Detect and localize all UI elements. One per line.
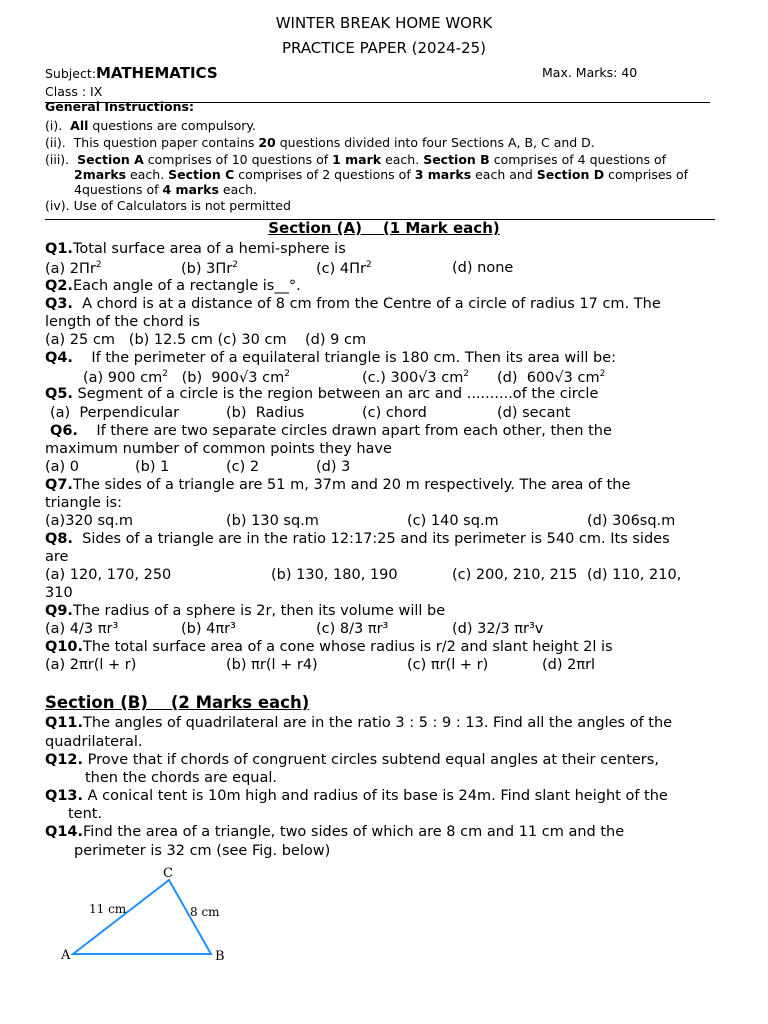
question-14 bbox=[45, 824, 624, 840]
instruction-bold: 20 bbox=[258, 135, 276, 150]
question-text: The total surface area of a cone whose radius is r/2 and slant height 2l is bbox=[83, 639, 613, 655]
question-text: The sides of a triangle are 51 m, 37m and 20 m respectively. The area of the bbox=[72, 477, 631, 493]
question-text: A chord is at a distance of 8 cm from the Centre of a circle of radius 17 cm. The bbox=[72, 296, 661, 312]
q5-option-b: (b) Radius bbox=[226, 405, 305, 421]
section-a-title: Section (A) (1 Mark each) bbox=[268, 219, 500, 237]
question-number: Q5. bbox=[45, 386, 73, 402]
instruction-text: questions divided into four Sections A, B, C and D. bbox=[275, 135, 595, 150]
instructions-heading: General Instructions: bbox=[45, 99, 194, 114]
instruction-text: each and bbox=[471, 167, 537, 182]
instruction-3-line3 bbox=[74, 182, 257, 197]
question-text: Total surface area of a hemi-sphere is bbox=[72, 241, 346, 257]
question-number: Q11. bbox=[45, 715, 84, 731]
question-14-cont: perimeter is 32 cm (see Fig. below) bbox=[74, 843, 331, 859]
question-8 bbox=[45, 531, 670, 547]
instruction-3-line2 bbox=[74, 167, 688, 182]
q4-option-c bbox=[362, 369, 469, 386]
question-3-cont: length of the chord is bbox=[45, 314, 200, 330]
instruction-text: This question paper contains bbox=[73, 135, 259, 150]
exponent: 2 bbox=[599, 369, 606, 379]
question-7-cont: triangle is: bbox=[45, 495, 122, 511]
question-number: Q8. bbox=[45, 531, 73, 547]
question-4 bbox=[45, 350, 616, 366]
subject-line bbox=[45, 63, 218, 82]
q6-option-b: (b) 1 bbox=[135, 459, 170, 475]
instruction-text: comprises of 2 questions of bbox=[234, 167, 415, 182]
q7-option-d: (d) 306sq.m bbox=[587, 513, 676, 529]
q10-option-b: (b) πr(l + r4) bbox=[226, 657, 318, 673]
vertex-c-label: C bbox=[163, 866, 173, 881]
q1-option-a bbox=[45, 260, 102, 277]
instruction-bold: 2marks bbox=[74, 167, 127, 182]
instruction-text: each. bbox=[126, 167, 169, 182]
instruction-3-line1 bbox=[45, 152, 666, 167]
q8-option-b: (b) 130, 180, 190 bbox=[271, 567, 398, 583]
question-12-cont: then the chords are equal. bbox=[85, 770, 278, 786]
instruction-bold: 4 marks bbox=[162, 182, 219, 197]
option-text: (c.) 300√3 cm bbox=[362, 369, 464, 386]
question-3 bbox=[45, 296, 661, 312]
instruction-2 bbox=[45, 135, 595, 150]
question-text: If there are two separate circles drawn apart from each other, then the bbox=[77, 423, 612, 439]
side-ac-label: 11 cm bbox=[89, 902, 127, 916]
exponent: 2 bbox=[463, 369, 470, 379]
question-11 bbox=[45, 715, 672, 731]
question-10 bbox=[45, 639, 613, 655]
instruction-text: comprises of bbox=[604, 167, 689, 182]
instruction-num: (ii). bbox=[45, 135, 66, 150]
question-13-cont: tent. bbox=[68, 806, 103, 822]
q8-option-a: (a) 120, 170, 250 bbox=[45, 567, 172, 583]
question-text: Sides of a triangle are in the ratio 12:17:25 and its perimeter is 540 cm. Its sides bbox=[72, 531, 670, 547]
vertex-a-label: A bbox=[61, 948, 71, 963]
question-number: Q10. bbox=[45, 639, 84, 655]
subject-label: Subject: bbox=[45, 66, 96, 81]
question-text: Segment of a circle is the region between an arc and ..........of the circle bbox=[72, 386, 599, 402]
instruction-text: comprises of 4 questions of bbox=[489, 152, 667, 167]
instruction-text: comprises of 10 questions of bbox=[143, 152, 333, 167]
instruction-num: (iii). bbox=[45, 152, 70, 167]
instruction-num: (i). bbox=[45, 118, 63, 133]
q9-option-c: (c) 8/3 πr³ bbox=[316, 621, 389, 637]
q6-option-a: (a) 0 bbox=[45, 459, 80, 475]
question-13 bbox=[45, 788, 668, 804]
exponent: 2 bbox=[162, 369, 168, 379]
exponent: 2 bbox=[232, 260, 238, 270]
instruction-1 bbox=[45, 118, 256, 133]
question-2 bbox=[45, 278, 301, 294]
question-text: Prove that if chords of congruent circles subtend equal angles at their centers, bbox=[83, 752, 659, 768]
triangle-figure bbox=[55, 860, 245, 970]
option-text: (a) 900 cm bbox=[83, 369, 163, 386]
instruction-bold: Section A bbox=[77, 152, 144, 167]
instruction-bold: All bbox=[70, 118, 89, 133]
question-6-cont: maximum number of common points they have bbox=[45, 441, 392, 457]
instruction-bold: Section C bbox=[168, 167, 235, 182]
question-number: Q9. bbox=[45, 603, 73, 619]
q4-option-b bbox=[177, 369, 290, 386]
q5-option-c: (c) chord bbox=[362, 405, 427, 421]
instruction-text: questions are compulsory. bbox=[88, 118, 256, 133]
q9-option-a: (a) 4/3 πr³ bbox=[45, 621, 119, 637]
question-1 bbox=[45, 241, 346, 257]
question-text: If the perimeter of a equilateral triangle is 180 cm. Then its area will be: bbox=[72, 350, 616, 366]
q3-options: (a) 25 cm (b) 12.5 cm (c) 30 cm (d) 9 cm bbox=[45, 332, 367, 348]
question-9 bbox=[45, 603, 445, 619]
question-number: Q3. bbox=[45, 296, 73, 312]
paper-title: WINTER BREAK HOME WORK bbox=[275, 14, 493, 32]
q5-option-a: (a) Perpendicular bbox=[50, 405, 180, 421]
instruction-text: 4questions of bbox=[74, 182, 163, 197]
max-marks: Max. Marks: 40 bbox=[542, 65, 638, 80]
instruction-4: (iv). Use of Calculators is not permitted bbox=[45, 198, 291, 213]
exponent: 2 bbox=[284, 369, 290, 379]
question-text: The radius of a sphere is 2r, then its volume will be bbox=[72, 603, 446, 619]
q1-option-b bbox=[181, 260, 238, 277]
question-11-cont: quadrilateral. bbox=[45, 734, 143, 750]
paper-subtitle: PRACTICE PAPER (2024-25) bbox=[281, 39, 487, 57]
question-5 bbox=[45, 386, 598, 402]
q8-option-d-cont: 310 bbox=[45, 585, 73, 601]
side-cb-label: 8 cm bbox=[190, 905, 220, 919]
section-b-title: Section (B) (2 Marks each) bbox=[45, 693, 310, 712]
question-text: Find the area of a triangle, two sides of which are 8 cm and 11 cm and the bbox=[83, 824, 625, 840]
question-text: A conical tent is 10m high and radius of its base is 24m. Find slant height of the bbox=[83, 788, 668, 804]
option-text: (c) 4Πr bbox=[316, 260, 366, 277]
question-text: Each angle of a rectangle is__°. bbox=[72, 278, 301, 294]
q10-option-c: (c) πr(l + r) bbox=[407, 657, 489, 673]
q10-option-a: (a) 2πr(l + r) bbox=[45, 657, 137, 673]
option-text: (b) 3Πr bbox=[181, 260, 233, 277]
q1-option-d: (d) none bbox=[452, 260, 514, 276]
q5-option-d: (d) secant bbox=[497, 405, 571, 421]
q7-option-a: (a)320 sq.m bbox=[45, 513, 133, 529]
question-number: Q14. bbox=[45, 824, 84, 840]
question-number: Q6. bbox=[50, 423, 78, 439]
q9-option-b: (b) 4πr³ bbox=[181, 621, 236, 637]
exponent: 2 bbox=[95, 260, 102, 270]
q10-option-d: (d) 2πrl bbox=[542, 657, 596, 673]
instruction-text: each. bbox=[218, 182, 257, 197]
q1-option-c bbox=[316, 260, 372, 277]
question-number: Q1. bbox=[45, 241, 73, 257]
question-number: Q12. bbox=[45, 752, 84, 768]
q4-option-a bbox=[83, 369, 168, 386]
question-text: The angles of quadrilateral are in the ratio 3 : 5 : 9 : 13. Find all the angles of the bbox=[83, 715, 673, 731]
option-text: (d) 600√3 cm bbox=[497, 369, 600, 386]
instruction-bold: Section D bbox=[536, 167, 605, 182]
q6-option-c: (c) 2 bbox=[226, 459, 260, 475]
exponent: 2 bbox=[366, 260, 372, 270]
question-number: Q13. bbox=[45, 788, 84, 804]
question-8-cont: are bbox=[45, 549, 69, 565]
question-12 bbox=[45, 752, 659, 768]
vertex-b-label: B bbox=[215, 949, 225, 964]
instruction-bold: 1 mark bbox=[332, 152, 382, 167]
question-number: Q4. bbox=[45, 350, 73, 366]
question-number: Q7. bbox=[45, 477, 73, 493]
q7-option-b: (b) 130 sq.m bbox=[226, 513, 319, 529]
option-text: (a) 2Πr bbox=[45, 260, 96, 277]
question-6 bbox=[50, 423, 612, 439]
instruction-bold: Section B bbox=[423, 152, 490, 167]
q9-option-d: (d) 32/3 πr³v bbox=[452, 621, 544, 637]
q7-option-c: (c) 140 sq.m bbox=[407, 513, 499, 529]
q6-option-d: (d) 3 bbox=[316, 459, 351, 475]
instruction-bold: 3 marks bbox=[414, 167, 472, 182]
option-text: (b) 900√3 cm bbox=[177, 369, 285, 386]
subject-value: MATHEMATICS bbox=[95, 64, 218, 82]
q4-option-d bbox=[497, 369, 605, 386]
class-line: Class : IX bbox=[45, 84, 103, 99]
q8-option-d: (d) 110, 210, bbox=[587, 567, 682, 583]
instruction-text: each. bbox=[381, 152, 424, 167]
q8-option-c: (c) 200, 210, 215 bbox=[452, 567, 578, 583]
question-7 bbox=[45, 477, 630, 493]
question-number: Q2. bbox=[45, 278, 73, 294]
